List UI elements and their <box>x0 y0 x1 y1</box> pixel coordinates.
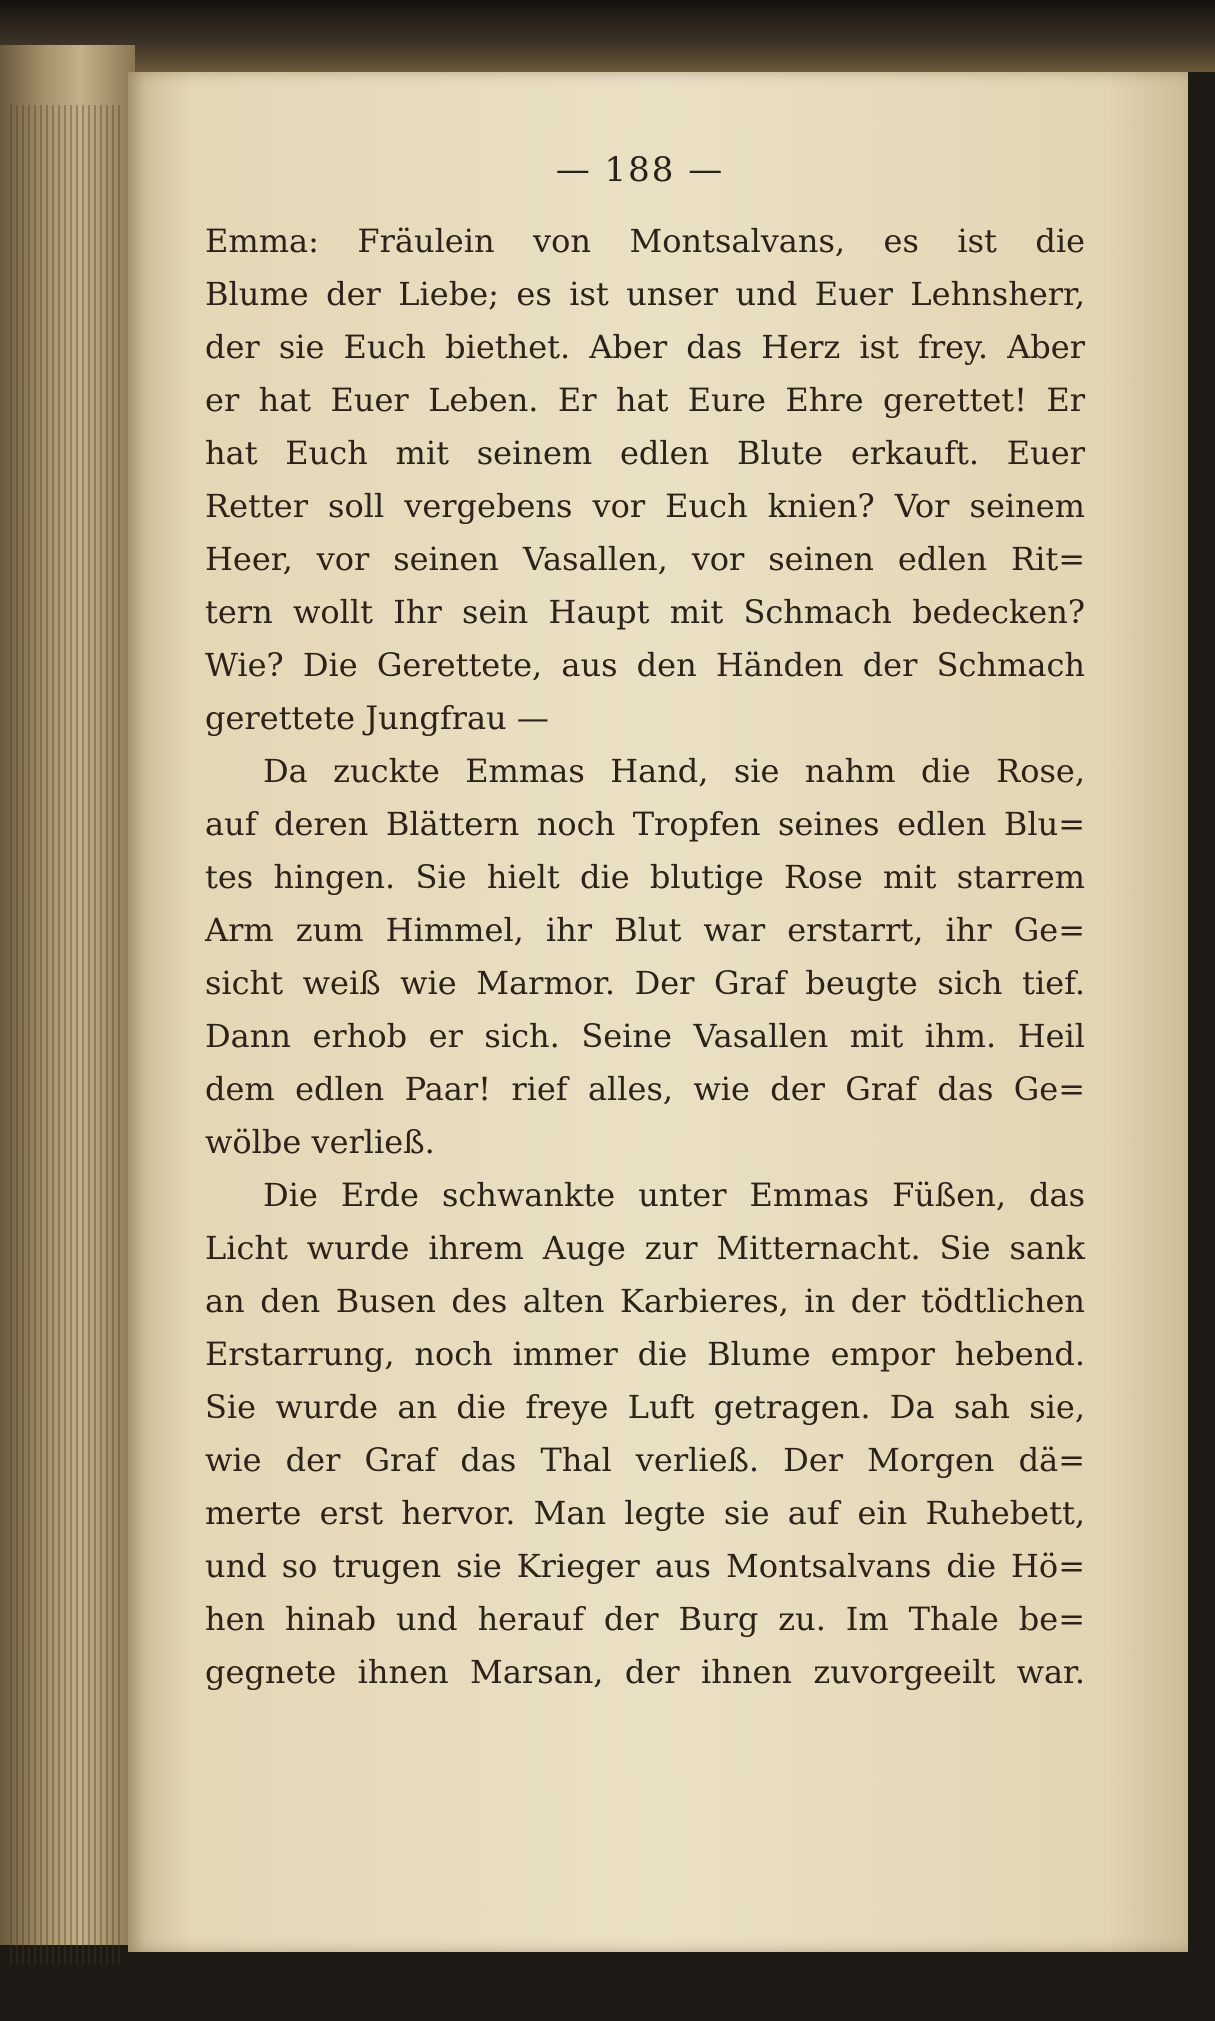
body-text <box>205 215 1085 1699</box>
text-line: an den Busen des alten Karbieres, in der tödtlichen <box>205 1282 1085 1320</box>
text-line: gerettete Jungfrau — <box>205 699 549 737</box>
text-line: Emma: Fräulein von Montsalvans, es ist die <box>205 222 1085 260</box>
book-page-stack <box>0 45 135 1945</box>
text-line: hen hinab und herauf der Burg zu. Im Thale be= <box>205 1600 1085 1638</box>
text-line: Dann erhob er sich. Seine Vasallen mit ihm. Heil <box>205 1017 1085 1055</box>
text-line: tes hingen. Sie hielt die blutige Rose mit starrem <box>205 858 1085 896</box>
text-line: und so trugen sie Krieger aus Montsalvans die Hö= <box>205 1547 1085 1585</box>
text-line: er hat Euer Leben. Er hat Eure Ehre gerettet! Er <box>205 381 1085 419</box>
text-line: dem edlen Paar! rief alles, wie der Graf das Ge= <box>205 1070 1085 1108</box>
text-line: Licht wurde ihrem Auge zur Mitternacht. Sie sank <box>205 1229 1085 1267</box>
book-top-edge <box>0 0 1215 72</box>
text-line: Wie? Die Gerettete, aus den Händen der Schmach <box>205 646 1085 684</box>
text-line: wie der Graf das Thal verließ. Der Morgen dä= <box>205 1441 1085 1479</box>
text-line: Die Erde schwankte unter Emmas Füßen, das <box>263 1176 1085 1214</box>
page-number: — 188 — <box>555 150 725 190</box>
text-line: Da zuckte Emmas Hand, sie nahm die Rose, <box>263 752 1085 790</box>
page-edges <box>10 105 120 1965</box>
text-line: tern wollt Ihr sein Haupt mit Schmach bedecken? <box>205 593 1085 631</box>
text-line: Erstarrung, noch immer die Blume empor hebend. <box>205 1335 1085 1373</box>
text-line: gegnete ihnen Marsan, der ihnen zuvorgeeilt war. <box>205 1653 1085 1691</box>
text-line: auf deren Blättern noch Tropfen seines edlen Blu= <box>205 805 1085 843</box>
text-line: Arm zum Himmel, ihr Blut war erstarrt, ihr Ge= <box>205 911 1085 949</box>
text-line: sicht weiß wie Marmor. Der Graf beugte sich tief. <box>205 964 1085 1002</box>
text-line: hat Euch mit seinem edlen Blute erkauft. Euer <box>205 434 1085 472</box>
text-line: der sie Euch biethet. Aber das Herz ist frey. Aber <box>205 328 1085 366</box>
text-line: Blume der Liebe; es ist unser und Euer Lehnsherr, <box>205 275 1085 313</box>
text-line: wölbe verließ. <box>205 1123 435 1161</box>
text-line: merte erst hervor. Man legte sie auf ein Ruhebett, <box>205 1494 1085 1532</box>
text-line: Retter soll vergebens vor Euch knien? Vor seinem <box>205 487 1085 525</box>
text-line: Heer, vor seinen Vasallen, vor seinen edlen Rit= <box>205 540 1085 578</box>
text-line: Sie wurde an die freye Luft getragen. Da sah sie, <box>205 1388 1085 1426</box>
